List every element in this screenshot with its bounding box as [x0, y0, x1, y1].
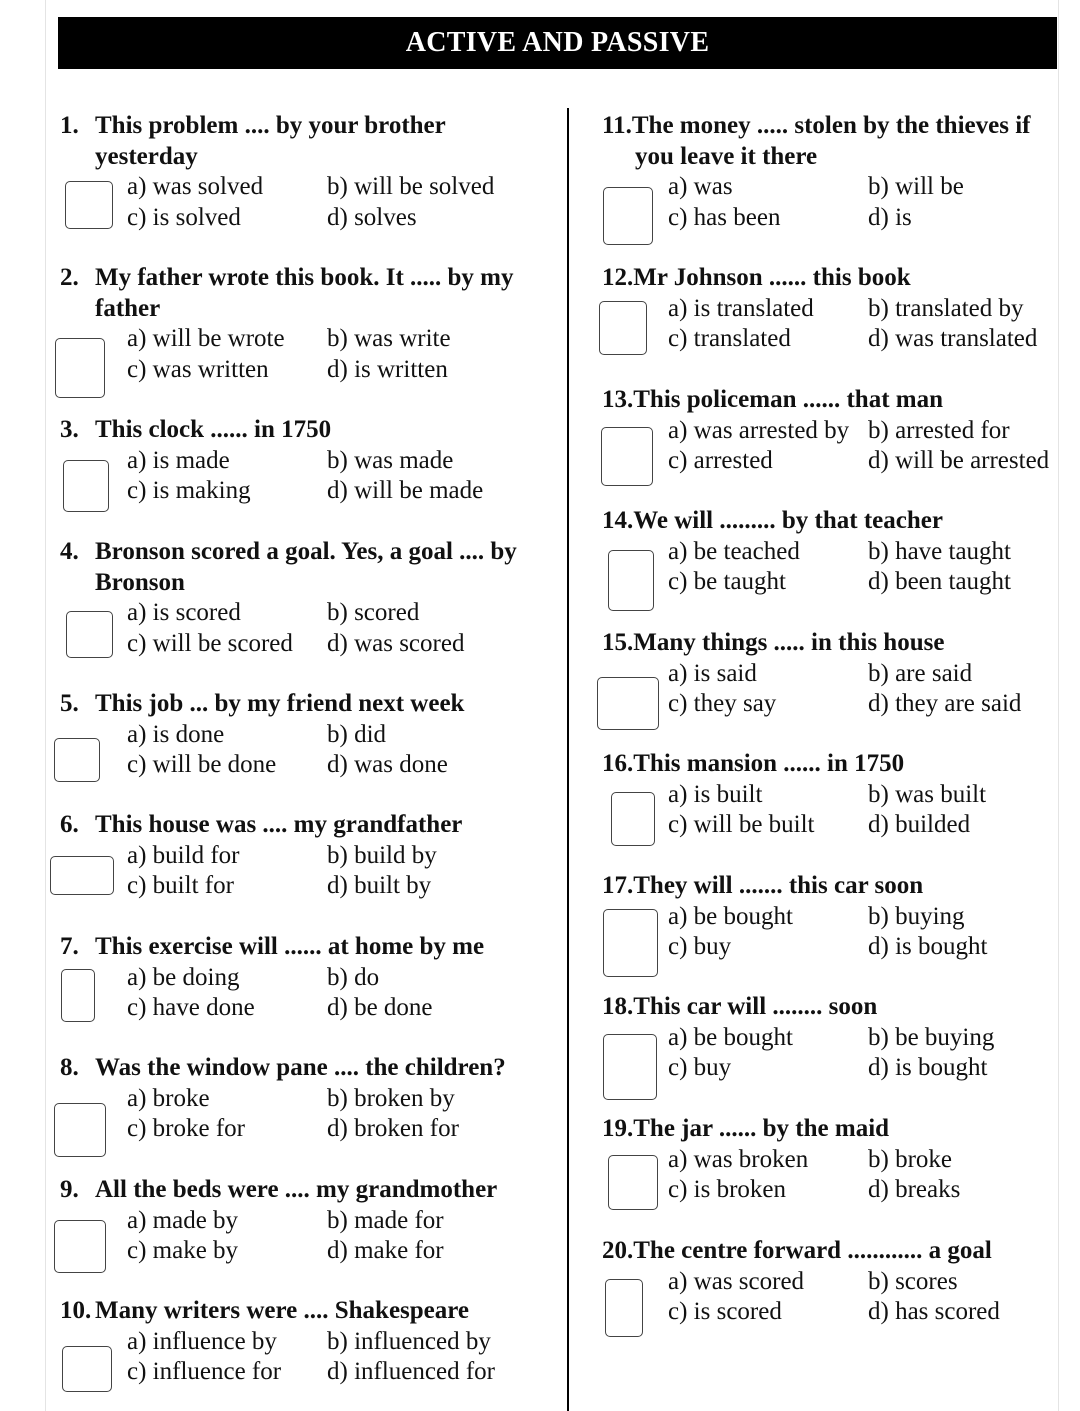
option-a: a) is done: [127, 720, 225, 748]
question-text: We will ......... by that teacher: [633, 507, 943, 534]
worksheet-title: ACTIVE AND PASSIVE: [58, 17, 1057, 69]
option-b: b) did: [327, 720, 387, 748]
option-d: d) will be made: [327, 477, 484, 504]
question-18: [602, 992, 1060, 1084]
option-c: c) is scored: [668, 1298, 782, 1325]
options: [668, 1023, 1060, 1084]
option-c: c) has been: [668, 203, 781, 231]
options: [127, 1084, 540, 1145]
options: [668, 416, 1060, 477]
option-b: b) be buying: [868, 1023, 995, 1051]
question-17: [602, 871, 1060, 963]
option-d: d) influenced for: [327, 1358, 495, 1385]
question-number: 13.: [602, 386, 634, 413]
question-8: [60, 1053, 540, 1145]
option-c: c) be taught: [668, 568, 787, 595]
question-text: Was the window pane .... the children?: [95, 1054, 506, 1081]
option-a: a) was: [668, 173, 733, 200]
answer-box-8[interactable]: [54, 1103, 106, 1157]
question-number: 18.: [602, 993, 634, 1020]
answer-box-13[interactable]: [601, 427, 653, 486]
question-number: 17.: [602, 872, 634, 899]
question-number: 20.: [602, 1237, 634, 1264]
question-text: The money ..... stolen by the thieves if you leave it there: [631, 112, 1031, 170]
question-number: 14.: [602, 507, 634, 534]
question-6: [60, 810, 530, 902]
option-a: a) is said: [668, 659, 757, 687]
page-edge-left: [45, 0, 46, 1411]
answer-box-5[interactable]: [54, 738, 100, 782]
answer-box-6[interactable]: [50, 856, 114, 895]
options: [127, 1206, 530, 1267]
answer-box-14[interactable]: [608, 550, 654, 611]
options: [668, 1267, 1060, 1328]
option-d: d) will be arrested: [868, 447, 1050, 474]
option-a: a) be bought: [668, 902, 793, 930]
option-d: d) builded: [868, 811, 971, 838]
option-d: d) was done: [327, 751, 448, 778]
option-c: c) was written: [127, 355, 269, 383]
question-number: 16.: [602, 750, 634, 777]
option-b: b) influenced by: [327, 1327, 491, 1355]
option-a: a) is scored: [127, 599, 241, 626]
options: [668, 659, 1060, 720]
options: [668, 1145, 1060, 1206]
options: [668, 902, 1060, 963]
option-c: c) buy: [668, 933, 732, 960]
answer-box-12[interactable]: [599, 301, 647, 355]
option-a: a) be doing: [127, 963, 240, 991]
question-13: [602, 385, 1060, 477]
option-a: a) build for: [127, 841, 240, 869]
option-d: d) been taught: [868, 568, 1012, 595]
options: [668, 780, 1060, 841]
option-b: b) made for: [327, 1206, 444, 1234]
option-d: d) make for: [327, 1237, 444, 1264]
option-a: a) was arrested by: [668, 416, 850, 444]
option-a: a) broke: [127, 1084, 210, 1112]
question-number: 15.: [602, 629, 634, 656]
question-number: 1.: [60, 112, 79, 139]
question-text: All the beds were .... my grandmother: [95, 1176, 498, 1203]
option-b: b) have taught: [868, 537, 1012, 565]
option-a: a) was broken: [668, 1145, 809, 1173]
option-c: c) will be built: [668, 811, 815, 838]
question-text: My father wrote this book. It ..... by my father: [95, 264, 514, 322]
answer-box-11[interactable]: [603, 187, 653, 245]
option-a: a) is built: [668, 780, 763, 808]
question-number: 7.: [60, 933, 79, 960]
question-text: Mr Johnson ...... this book: [633, 264, 911, 291]
answer-box-2[interactable]: [55, 338, 105, 398]
column-divider: [567, 108, 569, 1411]
option-a: a) was solved: [127, 173, 264, 200]
option-b: b) scored: [327, 599, 420, 626]
question-text: This car will ........ soon: [633, 993, 878, 1020]
option-c: c) they say: [668, 690, 777, 717]
option-c: c) buy: [668, 1054, 732, 1081]
question-2: [60, 263, 530, 385]
option-c: c) influence for: [127, 1358, 282, 1385]
option-d: d) is: [868, 203, 912, 231]
option-a: a) is translated: [668, 294, 814, 322]
options: [668, 537, 1060, 598]
question-16: [602, 749, 1060, 841]
answer-box-4[interactable]: [66, 611, 113, 658]
option-d: d) solves: [327, 203, 417, 231]
option-d: d) breaks: [868, 1176, 961, 1203]
question-3: [60, 415, 530, 507]
option-b: b) was built: [868, 780, 987, 808]
answer-box-17[interactable]: [603, 909, 658, 977]
question-12: [602, 263, 1060, 355]
options: [127, 172, 530, 233]
option-c: c) is making: [127, 477, 251, 504]
question-number: 5.: [60, 690, 79, 717]
option-b: b) translated by: [868, 294, 1024, 322]
option-b: b) do: [327, 963, 380, 991]
option-c: c) translated: [668, 325, 791, 352]
option-d: d) they are said: [868, 690, 1022, 717]
question-text: Many writers were .... Shakespeare: [95, 1297, 470, 1324]
option-c: c) built for: [127, 872, 234, 899]
option-a: a) be teached: [668, 537, 800, 565]
option-d: d) broken for: [327, 1115, 459, 1142]
question-9: [60, 1175, 530, 1267]
option-a: a) made by: [127, 1206, 239, 1234]
option-c: c) broke for: [127, 1115, 245, 1142]
question-text: This house was .... my grandfather: [95, 811, 463, 838]
question-text: This clock ...... in 1750: [95, 416, 332, 443]
question-number: 11.: [602, 112, 632, 139]
question-text: This exercise will ...... at home by me: [95, 933, 485, 960]
option-b: b) build by: [327, 841, 437, 869]
question-number: 4.: [60, 538, 79, 565]
question-number: 19.: [602, 1115, 634, 1142]
question-text: This mansion ...... in 1750: [633, 750, 905, 777]
question-20: [602, 1236, 1060, 1328]
option-b: b) was write: [327, 325, 451, 352]
answer-box-19[interactable]: [608, 1155, 658, 1210]
option-d: d) has scored: [868, 1298, 1000, 1325]
option-c: c) arrested: [668, 447, 773, 474]
question-number: 10.: [60, 1297, 92, 1324]
option-d: d) built by: [327, 872, 432, 899]
answer-box-7[interactable]: [61, 969, 95, 1022]
question-19: [602, 1114, 1060, 1206]
option-c: c) will be scored: [127, 629, 293, 657]
option-d: d) is written: [327, 355, 448, 383]
options: [668, 172, 1060, 233]
question-text: The centre forward ............ a goal: [633, 1237, 992, 1264]
question-number: 9.: [60, 1176, 79, 1203]
option-b: b) will be: [868, 173, 964, 200]
options: [127, 324, 530, 385]
answer-box-18[interactable]: [603, 1034, 657, 1100]
question-text: This policeman ...... that man: [633, 386, 944, 413]
question-text: They will ....... this car soon: [633, 872, 924, 899]
option-d: d) was scored: [327, 629, 465, 657]
option-a: a) was scored: [668, 1267, 805, 1295]
option-d: d) be done: [327, 994, 433, 1021]
question-text: Many things ..... in this house: [633, 629, 945, 656]
option-b: b) arrested for: [868, 416, 1010, 444]
option-b: b) was made: [327, 446, 454, 474]
options: [127, 446, 530, 507]
options: [127, 720, 530, 781]
answer-box-3[interactable]: [63, 460, 109, 512]
options: [127, 841, 530, 902]
question-number: 2.: [60, 264, 79, 291]
option-b: b) will be solved: [327, 173, 495, 200]
question-14: [602, 506, 1060, 598]
option-a: a) will be wrote: [127, 325, 285, 352]
option-c: c) make by: [127, 1237, 239, 1264]
answer-box-16[interactable]: [611, 792, 655, 846]
answer-box-9[interactable]: [54, 1220, 106, 1273]
option-c: c) is broken: [668, 1176, 787, 1203]
options: [668, 294, 1060, 355]
question-15: [602, 628, 1060, 720]
answer-box-15[interactable]: [597, 677, 659, 730]
question-number: 3.: [60, 416, 79, 443]
question-number: 6.: [60, 811, 79, 838]
answer-box-10[interactable]: [62, 1346, 112, 1392]
question-1: [60, 111, 530, 233]
option-b: b) scores: [868, 1267, 958, 1295]
question-text: This problem .... by your brother yesterday: [95, 112, 446, 170]
option-d: d) is bought: [868, 1054, 988, 1081]
question-11: [602, 111, 1060, 233]
question-text: Bronson scored a goal. Yes, a goal .... by Bronson: [95, 538, 517, 596]
question-number: 12.: [602, 264, 634, 291]
question-number: 8.: [60, 1054, 79, 1081]
option-a: a) is made: [127, 446, 230, 474]
options: [127, 963, 530, 1024]
option-b: b) buying: [868, 902, 965, 930]
question-5: [60, 689, 530, 781]
question-text: This job ... by my friend next week: [95, 690, 465, 717]
option-d: d) is bought: [868, 933, 988, 960]
options: [127, 1327, 530, 1388]
option-b: b) broken by: [327, 1084, 455, 1112]
answer-box-1[interactable]: [65, 181, 113, 229]
answer-box-20[interactable]: [605, 1279, 643, 1337]
options: [127, 598, 530, 659]
option-c: c) will be done: [127, 751, 277, 778]
question-text: The jar ...... by the maid: [633, 1115, 890, 1142]
option-d: d) was translated: [868, 325, 1038, 352]
option-b: b) are said: [868, 659, 973, 687]
question-10: [60, 1296, 530, 1388]
option-c: c) have done: [127, 994, 255, 1021]
option-b: b) broke: [868, 1145, 952, 1173]
question-4: [60, 537, 530, 659]
option-c: c) is solved: [127, 203, 241, 231]
question-7: [60, 932, 530, 1024]
option-a: a) influence by: [127, 1327, 277, 1355]
option-a: a) be bought: [668, 1023, 793, 1051]
